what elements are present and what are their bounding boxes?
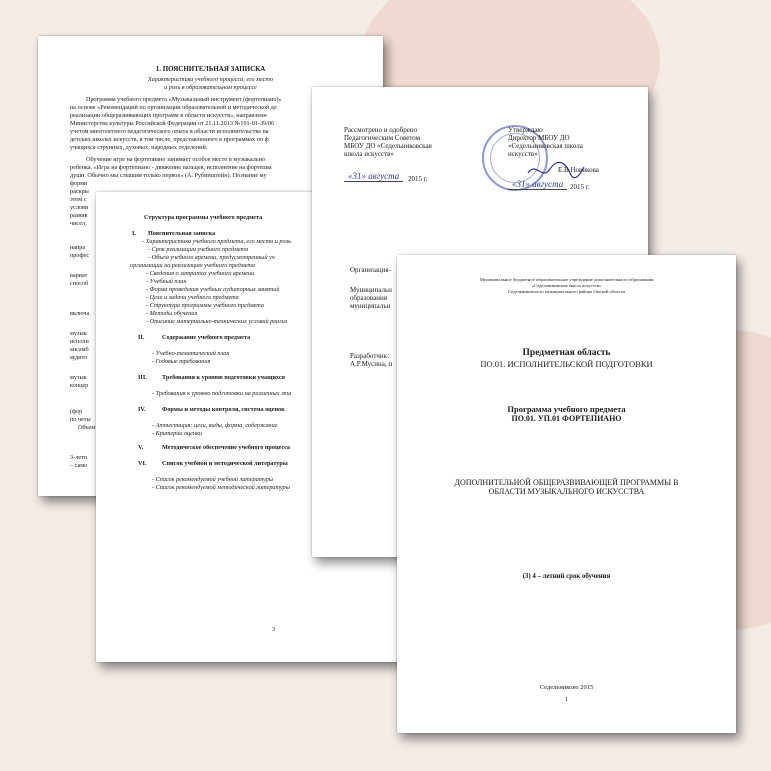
- title-header-line: «Седельниковская школа искусств»: [531, 283, 602, 288]
- page1-subtitle-1: Характеристика учебного процесса, его место: [147, 76, 274, 83]
- approval-left-line: МБОУ ДО «Седельниковская: [344, 142, 432, 150]
- page1-body-line: форми: [70, 180, 88, 187]
- page1-fragment: по четы: [70, 416, 91, 423]
- page1-subtitle-2: и роль в образовательном процессе: [164, 84, 257, 91]
- page-title: [397, 255, 736, 733]
- page1-fragment: 3-летн: [70, 454, 88, 461]
- section-3-item: - Требования к уровню подготовки на различных эта: [152, 390, 292, 397]
- section-6-number: VI.: [138, 460, 147, 467]
- page1-body-line: этом с: [70, 196, 87, 203]
- section-5-number: V.: [138, 444, 144, 451]
- section-1-item: - Срок реализации учебного предмета: [148, 246, 249, 253]
- section-1-item: - Объем учебного времени, предусмотренный уч: [148, 254, 275, 261]
- page1-body-line: ребенка. «Игра на фортепиано - движение пальцев, исполнение на фортепиа: [70, 164, 272, 171]
- approval-left-line: Рассмотрено и одобрено: [344, 126, 418, 134]
- section-2-item: - Учебно-тематический план: [152, 350, 230, 357]
- subject-area-code: ПО.01. ИСПОЛНИТЕЛЬСКОЙ ПОДГОТОВКИ: [480, 359, 653, 369]
- program-title: Программа учебного предмета: [507, 404, 626, 414]
- page1-fragment: исполн: [70, 338, 89, 345]
- page1-body-line: Программа учебного предмета «Музыкальный инструмент (фортепиано)»: [86, 96, 282, 103]
- section-2-item: - Годовые требования: [152, 358, 211, 365]
- general-program-line-2: ОБЛАСТИ МУЗЫКАЛЬНОГО ИСКУССТВА: [488, 487, 645, 496]
- page1-fragment: способ: [70, 280, 89, 287]
- page1-body-line: раскры: [70, 188, 89, 195]
- subject-area-title: Предметная область: [522, 348, 611, 358]
- section-3-title: Требования к уровню подготовки учащихся: [162, 374, 285, 381]
- approval-left-line: школа искусств»: [344, 150, 394, 158]
- page4-page-number: 1: [564, 696, 569, 703]
- page2-page-number: 3: [271, 626, 276, 633]
- page1-body-line: Министерства культуры Российской Федерации от 21.11.2013 №191-01-39/06: [70, 120, 275, 127]
- page1-fragment: напра: [70, 244, 86, 251]
- page1-fragment: ансамб: [70, 346, 89, 353]
- approval-left-date-handwritten: «31» августа: [344, 173, 403, 182]
- title-header-line: Муниципальное бюджетное образовательное учреждение дополнительного образования: [479, 277, 654, 282]
- page1-body-line: развив: [70, 212, 88, 219]
- section-1-item: - Форма проведения учебных аудиторных занятий: [146, 286, 280, 293]
- approval-right-date-year: 2015 г.: [570, 183, 590, 191]
- section-1-title: Пояснительная записка: [148, 230, 216, 237]
- section-1-item: - Структура программы учебного предмета: [146, 302, 264, 309]
- page1-fragment: Объем: [78, 424, 96, 431]
- page1-fragment: – само: [70, 462, 88, 469]
- section-1-item: - Сведения о затратах учебного времени: [146, 270, 255, 277]
- page1-fragment: концер: [70, 382, 89, 389]
- page1-body-line: учащихся струнных, духовых, народных отделений.: [70, 144, 208, 151]
- section-1-number: I.: [132, 230, 136, 237]
- section-4-item: - Критерии оценки: [152, 430, 203, 437]
- page1-body-line: Обучение игре на фортепиано занимает особое место в музыкально: [86, 156, 266, 163]
- page1-body-line: детских школах искусств, в том числе, представленного в программах по ф: [70, 136, 269, 143]
- section-4-number: IV.: [138, 406, 146, 413]
- developer-label: Разработчик:: [350, 352, 390, 360]
- section-3-number: III.: [138, 374, 147, 381]
- section-6-item: - Список рекомендуемой учебной литературы: [152, 476, 273, 483]
- approval-right-line: Утверждаю: [508, 126, 543, 134]
- section-4-item: - Аттестация: цели, виды, форма, содержание: [152, 422, 278, 429]
- section-2-title: Содержание учебного предмета: [162, 334, 251, 341]
- page1-body-line: услови: [70, 204, 89, 211]
- page1-fragment: профес: [70, 252, 90, 259]
- approval-right-line: Директор МБОУ ДО: [508, 134, 570, 142]
- section-4-title: Формы и методы контроля, система оценок: [162, 406, 285, 413]
- page1-fragment: музык: [70, 330, 87, 337]
- section-1-item: - Учебный план: [146, 278, 187, 285]
- org-line: муниципальн: [350, 302, 391, 310]
- section-1-item: организации на реализацию учебного предмета: [130, 262, 256, 269]
- section-1-item: - Цели и задачи учебного предмета: [146, 294, 239, 301]
- page1-body-line: души. Обычно мы слышим только первое» (А. Рубинштейн). Познание му: [70, 172, 267, 179]
- approval-left-line: Педагогическим Советом: [344, 134, 421, 142]
- program-code: ПО.01. УП.01 ФОРТЕПИАНО: [511, 414, 622, 423]
- section-5-title: Методическое обеспечение учебного процесса: [162, 444, 291, 451]
- section-1-item: - Характеристика учебного предмета, его место и роль: [142, 238, 291, 245]
- approval-right-line: искусств»: [508, 150, 538, 158]
- approval-right-line: «Седельниковская школа: [508, 142, 583, 150]
- page1-fragment: аудито: [70, 354, 88, 361]
- page1-body-line: чисел,: [70, 220, 87, 227]
- page1-fragment: вариат: [70, 272, 88, 279]
- section-6-title: Список учебной и методической литературы: [162, 460, 288, 467]
- page1-body-line: учетом многолетнего педагогического опыта в области исполнительства на: [70, 128, 269, 135]
- place-year: Седельниково 2015: [539, 684, 594, 691]
- page1-body-line: на основе «Рекомендаций по организации образовательной и методической де: [70, 104, 277, 111]
- section-6-item: - Список рекомендуемой методической литературы: [152, 484, 290, 491]
- page1-body-line: реализации общеразвивающих программ в области искусств», направленн: [70, 112, 267, 119]
- page1-fragment: включа: [70, 310, 90, 317]
- study-duration: (3) 4 – летний срок обучения: [522, 573, 611, 580]
- title-header-line: Седельниковского муниципального района Омской области: [508, 289, 625, 294]
- approval-left-date-year: 2015 г.: [408, 175, 428, 183]
- section-2-number: II.: [138, 334, 145, 341]
- section-1-item: - Методы обучения: [146, 310, 198, 317]
- page1-heading: 1. ПОЯСНИТЕЛЬНАЯ ЗАПИСКА: [155, 65, 266, 73]
- approval-right-date-handwritten: «31» августа: [508, 181, 567, 190]
- org-line: Муниципальн: [350, 286, 392, 294]
- page2-title: Структура программы учебного предмета: [144, 214, 263, 221]
- developer-name: А.Р.Мусина, п: [350, 360, 393, 368]
- org-line: образования: [350, 294, 387, 302]
- approval-right-signer: Е.В.Новикова: [558, 166, 599, 174]
- page1-fragment: (фор: [70, 408, 83, 415]
- org-label: Организация-: [350, 266, 391, 274]
- section-1-item: - Описание материально-технических условий реализ: [146, 318, 288, 325]
- page1-fragment: музык: [70, 374, 87, 381]
- general-program-line-1: ДОПОЛНИТЕЛЬНОЙ ОБЩЕРАЗВИВАЮЩЕЙ ПРОГРАММЫ В: [454, 478, 679, 487]
